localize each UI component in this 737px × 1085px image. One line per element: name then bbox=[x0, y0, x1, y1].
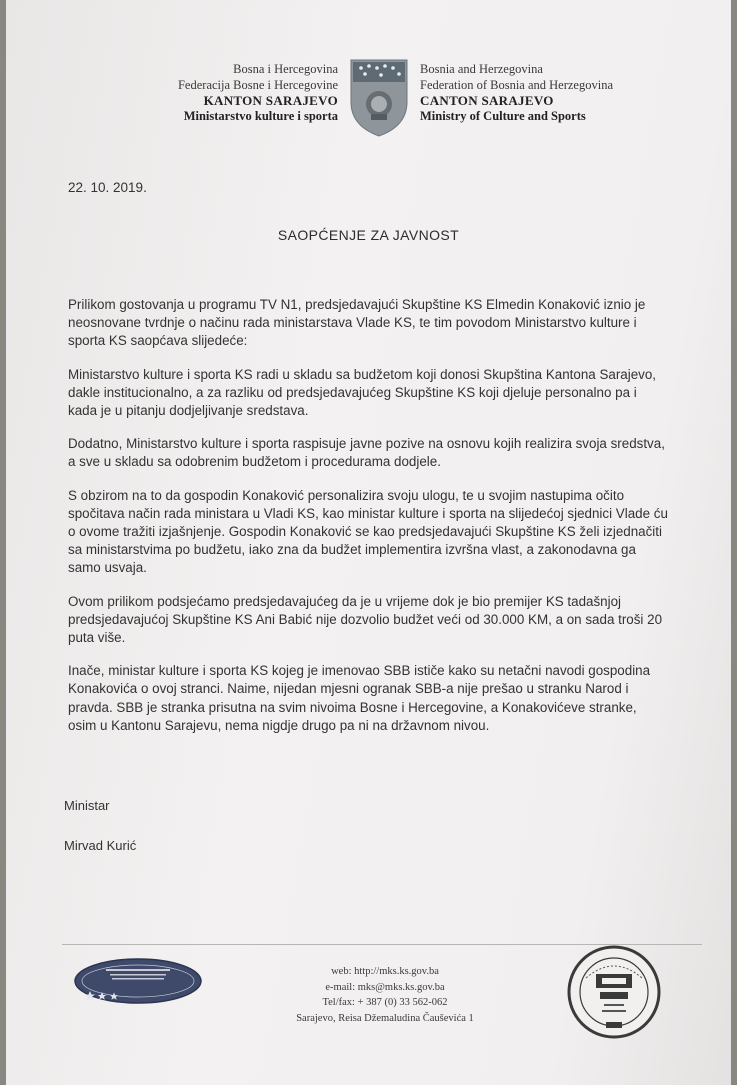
header-ministry-bs: Ministarstvo kulture i sporta bbox=[183, 108, 338, 123]
header-canton-en: CANTON SARAJEVO bbox=[420, 93, 554, 108]
header-country-en: Bosnia and Herzegovina bbox=[420, 62, 543, 76]
paragraph: Inače, ministar kulture i sporta KS kojeg je imenovao SBB ističe kako su netačni navodi gospodina Konakovića o ovoj stranci. Naime, nijedan mjesni ogranak SBB-a nije prešao u stranku Narod i pravda. SBB je stranka prisutna na svim nivoima Bosne i Hercegovine, a Konakovićeve stranke, osim u Kantonu Sarajevu, nema nigdje drugo pa ni na državnom nivou. bbox=[68, 663, 651, 733]
tuv-cert-seal-icon bbox=[566, 944, 662, 1040]
paragraph: Ovom prilikom podsjećamo predsjedavajućeg da je u vrijeme dok je bio premijer KS tadašnjoj predsjedavajućoj Skupštine KS Ani Babić nije dozvolio budžet veći od 30.000 KM, a on sada troši 20 puta više. bbox=[68, 593, 663, 646]
header-federation-bs: Federacija Bosne i Hercegovine bbox=[177, 77, 338, 92]
footer-contact bbox=[256, 964, 514, 1026]
paragraph: S obzirom na to da gospodin Konaković personalizira svoju ulogu, te u svojim nastupima očito spočitava način rada ministara u Vladi KS, kao ministar kulture i sporta na slijedećoj sjednici Vlade ću o ovome tražiti izjašnjenje. Gospodin Konaković se kao predsjedavajući Skupštine KS želi izjednačiti sa ministarstvima po budžetu, iako zna da budžet implementira izvršna vlast, a zakonodavna ga samo usvaja. bbox=[68, 487, 668, 576]
paragraph: Prilikom gostovanja u programu TV N1, predsjedavajući Skupštine KS Elmedin Konaković iznio je neosnovane tvrdnje o načinu rada ministarstava Vlade KS, te tim povodom Ministarstvo kulture i sporta KS saopćava slijedeće: bbox=[68, 297, 646, 349]
footer-web: web: http://mks.ks.gov.ba bbox=[331, 966, 439, 977]
signature-role: Ministar bbox=[64, 798, 110, 813]
paragraph: Dodatno, Ministarstvo kulture i sporta raspisuje javne pozive na osnovu kojih realizira svoja sredstva, a sve u skladu sa odobrenim budžetom i procedurama dodjele. bbox=[68, 436, 665, 470]
canton-sarajevo-coat-of-arms-icon bbox=[347, 58, 411, 138]
header-left-block bbox=[106, 62, 338, 124]
header-ministry-en: Ministry of Culture and Sports bbox=[420, 108, 586, 123]
paragraph: Ministarstvo kulture i sporta KS radi u skladu sa budžetom koji donosi Skupština Kantona Sarajevo, dakle institucionalno, a za razliku od predsjedavajućeg Skupštine KS koji djeluje personalno pa i kada je u pitanju dodjeljivanje sredstava. bbox=[68, 366, 657, 419]
header-canton-bs: KANTON SARAJEVO bbox=[203, 93, 338, 108]
letter-body bbox=[68, 296, 668, 750]
quality-certificate-badge-icon bbox=[72, 955, 204, 1007]
document-date: 22. 10. 2019. bbox=[68, 180, 147, 195]
signature-name: Mirvad Kurić bbox=[64, 838, 137, 853]
header-country-bs: Bosna i Hercegovina bbox=[233, 62, 338, 76]
header-right-block bbox=[420, 62, 680, 124]
footer-address: Sarajevo, Reisa Džemaludina Čauševića 1 bbox=[296, 1012, 474, 1024]
letter-page bbox=[6, 0, 731, 1085]
document-title: SAOPĆENJE ZA JAVNOST bbox=[277, 227, 460, 243]
footer-phone: Tel/fax: + 387 (0) 33 562-062 bbox=[322, 997, 448, 1008]
footer-email: e-mail: mks@mks.ks.gov.ba bbox=[325, 981, 445, 993]
header-federation-en: Federation of Bosnia and Herzegovina bbox=[420, 77, 613, 92]
